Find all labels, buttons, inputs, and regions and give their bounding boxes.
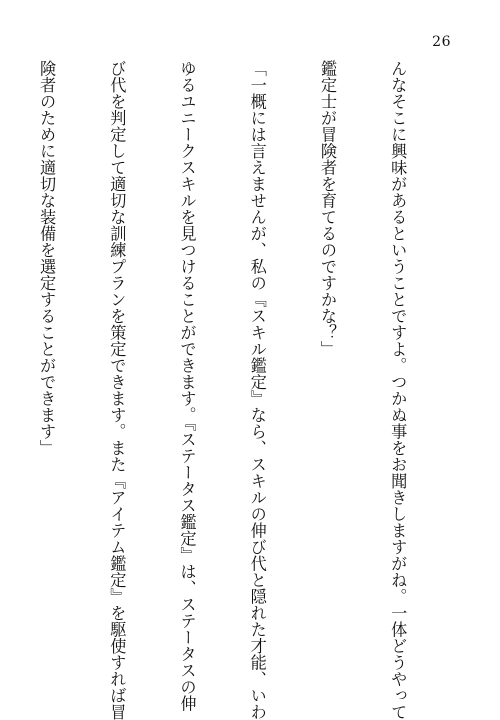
page-number: 26 bbox=[432, 34, 451, 50]
text-line: んなそこに興味があるということですよ。つかぬ事をお聞きしますがね。一体どうやって bbox=[388, 60, 408, 720]
text-line: 険者のために適切な装備を選定することができます」 bbox=[37, 60, 57, 456]
text-line: ゆるユニークスキルを見つけることができます。『ステータス鑑定』は、ステータスの伸 bbox=[177, 60, 197, 712]
vertical-text-body bbox=[0, 60, 456, 720]
text-line: 「一概には言えませんが、私の『スキル鑑定』なら、スキルの伸び代と隠れた才能、いわ bbox=[247, 60, 267, 720]
text-line: 鑑定士が冒険者を育てるのですかな？」 bbox=[317, 60, 337, 357]
text-line: び代を判定して適切な訓練プランを策定できます。また『アイテム鑑定』を駆使すれば冒 bbox=[107, 60, 127, 720]
